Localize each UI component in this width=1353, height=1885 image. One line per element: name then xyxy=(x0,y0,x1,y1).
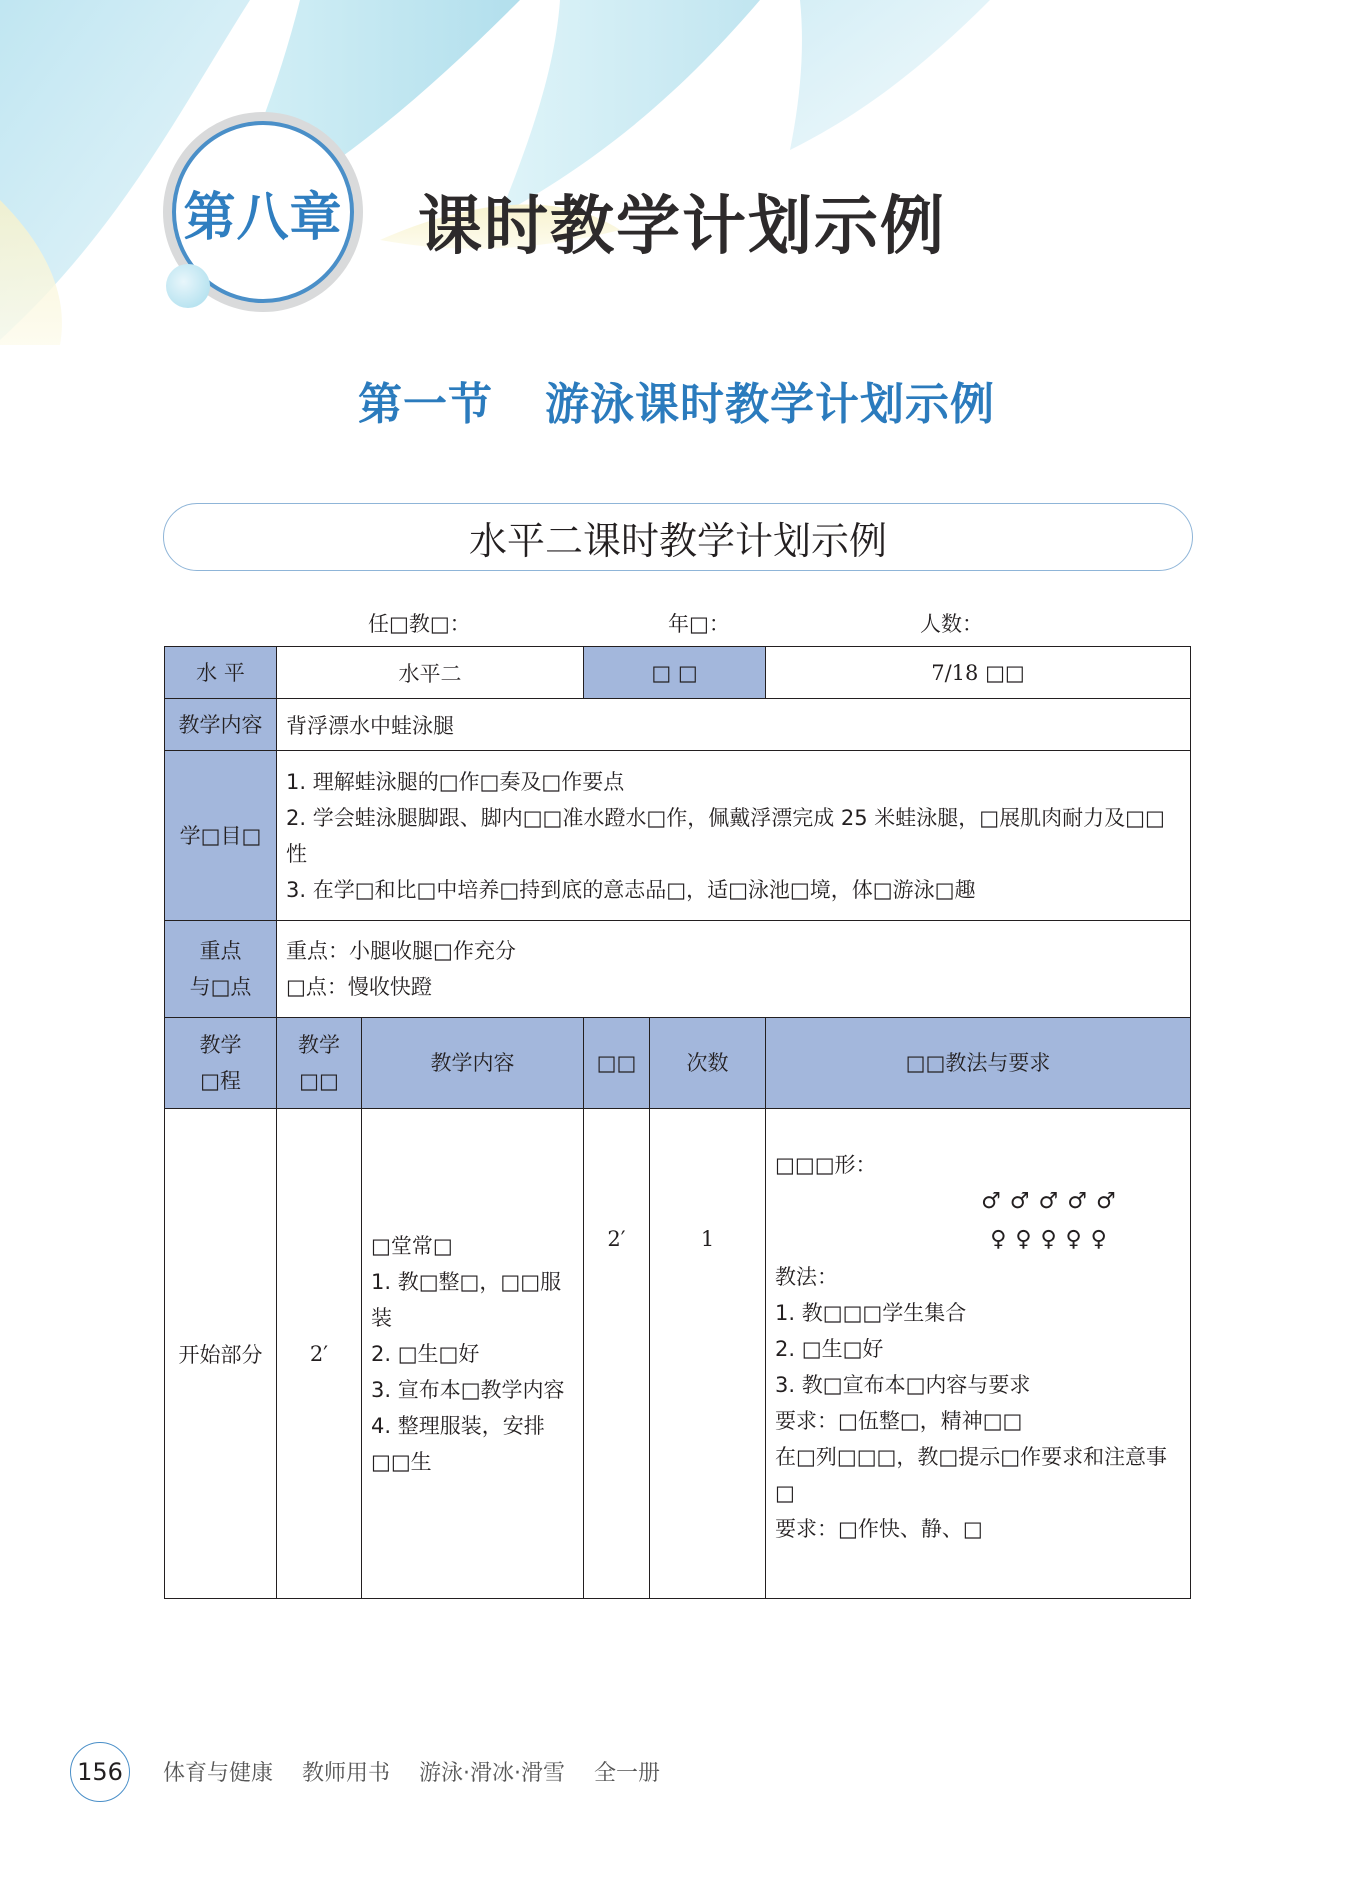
start-process: 开始部分 xyxy=(165,1109,277,1599)
start-content-item: 4. 整理服装，安排□□生 xyxy=(371,1413,545,1474)
section-number: 第一节 xyxy=(358,379,493,430)
plan-title-banner xyxy=(163,503,1193,571)
start-content-item: 1. 教□整□，□□服装 xyxy=(371,1269,562,1330)
section-name: 游泳课时教学计划示例 xyxy=(545,379,995,430)
section-title xyxy=(0,368,1353,432)
objective-item: 1. 理解蛙泳腿的□作□奏及□作要点 xyxy=(286,769,625,794)
level-label: 水 平 xyxy=(165,647,277,699)
footer-part: 教师用书 xyxy=(302,1761,391,1786)
col-process: 教学 □程 xyxy=(165,1018,277,1109)
start-content-item: 2. □生□好 xyxy=(371,1341,480,1366)
key-label: 重点 与□点 xyxy=(165,921,277,1018)
start-content-item: □堂常□ xyxy=(371,1233,453,1258)
meta-grade: 年□： xyxy=(668,612,730,636)
col-reps: 次数 xyxy=(650,1018,766,1109)
start-time: 2′ xyxy=(277,1109,362,1599)
footer-part: 全一册 xyxy=(594,1761,661,1786)
table-row xyxy=(165,1109,1191,1599)
method-item: 1. 教□□□学生集合 xyxy=(775,1301,967,1325)
content-label: 教学内容 xyxy=(165,699,277,751)
table-row xyxy=(165,647,1191,699)
meta-count: 人数： xyxy=(920,612,983,636)
formation-label: □□□形： xyxy=(775,1153,877,1177)
method-item: 2. □生□好 xyxy=(775,1337,884,1361)
objectives-label: 学□目□ xyxy=(165,751,277,921)
chapter-number: 第八章 xyxy=(183,187,343,248)
start-content-item: 3. 宣布本□教学内容 xyxy=(371,1377,565,1402)
method-item: 要求：□伍整□，精神□□ xyxy=(775,1409,1023,1433)
key-point: 重点：小腿收腿□作充分 xyxy=(286,939,516,963)
content-value: 背浮漂水中蛙泳腿 xyxy=(277,699,1191,751)
slot-value: 7/18 □□ xyxy=(766,647,1191,699)
table-row xyxy=(165,699,1191,751)
column-header-row xyxy=(165,1018,1191,1109)
method-item: 在□列□□□，教□提示□作要求和注意事□ xyxy=(775,1445,1168,1505)
method-item: 3. 教□宣布本□内容与要求 xyxy=(775,1373,1031,1397)
objectives-cell xyxy=(277,751,1191,921)
formation-female-row: ♀♀♀♀♀ xyxy=(990,1227,1116,1252)
lesson-plan-table xyxy=(164,646,1191,1599)
key-point: □点：慢收快蹬 xyxy=(286,975,432,999)
chapter-title: 课时教学计划示例 xyxy=(418,190,946,264)
col-method: □□教法与要求 xyxy=(766,1018,1191,1109)
start-content-cell xyxy=(362,1109,584,1599)
chapter-dot-decoration xyxy=(166,264,210,308)
start-reps: 1 xyxy=(650,1109,766,1599)
formation-male-row: ♂♂♂♂♂ xyxy=(981,1189,1125,1214)
col-duration: □□ xyxy=(584,1018,650,1109)
col-time: 教学 □□ xyxy=(277,1018,362,1109)
objective-item: 2. 学会蛙泳腿脚跟、脚内□□准水蹬水□作，佩戴浮漂完成 25 米蛙泳腿，□展肌肉耐力及□□性 xyxy=(286,805,1165,866)
col-content: 教学内容 xyxy=(362,1018,584,1109)
key-points-cell xyxy=(277,921,1191,1018)
method-item: 教法： xyxy=(775,1265,839,1289)
table-row xyxy=(165,921,1191,1018)
objective-item: 3. 在学□和比□中培养□持到底的意志品□，适□泳池□境，体□游泳□趣 xyxy=(286,877,976,902)
table-row xyxy=(165,751,1191,921)
footer-part: 体育与健康 xyxy=(163,1761,274,1786)
footer-part: 游泳·滑冰·滑雪 xyxy=(419,1761,566,1786)
start-duration: 2′ xyxy=(584,1109,650,1599)
footer-book-title xyxy=(163,1756,682,1787)
page-number: 156 xyxy=(70,1742,130,1802)
slot-label: □ □ xyxy=(584,647,766,699)
start-method-cell xyxy=(766,1109,1191,1599)
plan-title: 水平二课时教学计划示例 xyxy=(468,518,887,563)
level-value: 水平二 xyxy=(277,647,584,699)
method-item: 要求：□作快、静、□ xyxy=(775,1517,983,1541)
meta-teacher: 任□教□： xyxy=(368,612,471,636)
